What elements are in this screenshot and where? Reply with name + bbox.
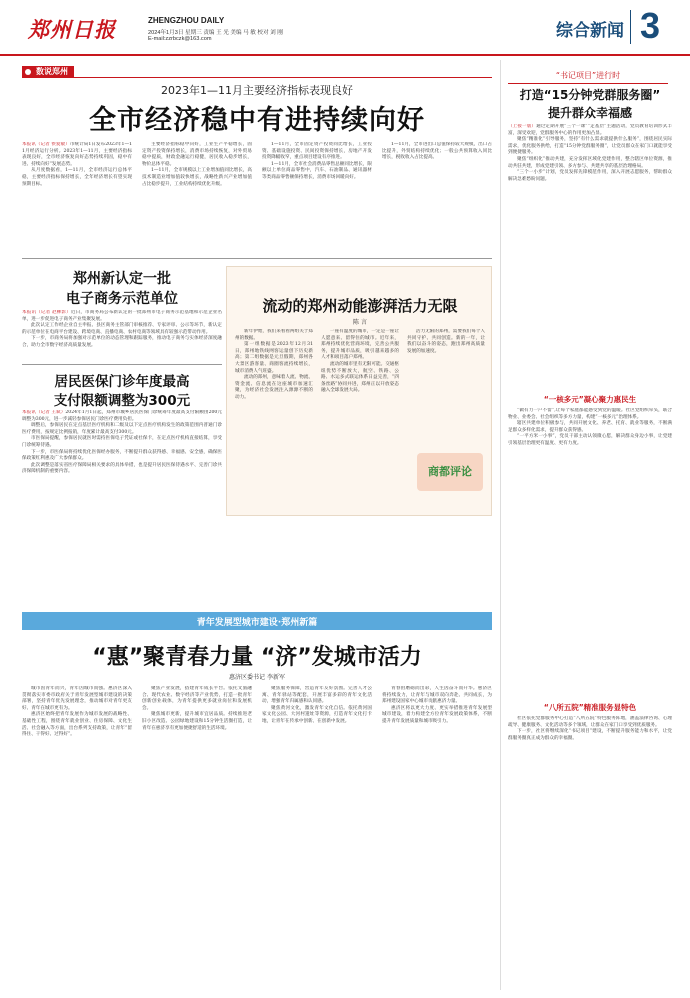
campaign-title-2: 提升群众幸福感	[547, 106, 632, 120]
campaign-subheading: “一核多元”凝心聚力惠民生	[543, 395, 637, 404]
lead-byline: 本报讯（记者 侯爱敏）	[22, 142, 70, 147]
lead-headline: 全市经济稳中有进持续向好	[89, 105, 425, 136]
lead-kicker: 2023年1—11月主要经济指标表现良好	[161, 84, 353, 97]
ecom-title-2: 电子商务示范单位	[66, 291, 178, 307]
tag-icon	[25, 69, 31, 75]
section-title: 综合新闻	[556, 21, 624, 41]
feature-body: 城市因青年而兴，青年因城市而强。惠济区深入贯彻落实市委市政府关于青年发展型城市建设的决策部署，坚持青年优先发展理念，推动城市对青年更友好、青年在城市更有为。 惠济区始终把青年发展作为城市发展的战略性、基础性工程，围绕青年就业创业、住房保障、文化生活、社会融入等方面，出台系列支持政策，让青年“留得住、干得好、过得好”。 聚焦产业发展，搭建青年成长平台。依托文旅融合、现代农业、数字经济等产业优势，打造一批青年创新创业载体，为青年提供更多就业岗位和发展机会。 聚焦城市更新，提升城市宜居品质。持续推进老旧小区改造、公园绿地建设和15分钟生活圈打造，让青年在惠济享有更加便捷舒适的生活环境。 聚焦服务保障，营造青年友好氛围。完善人才公寓、青年驿站等配套，开展丰富多彩的青年文化活动，增强青年归属感和认同感。 聚焦黄河文化，激发青年文化自信。依托黄河国家文化公园、大河村遗址等资源，打造青年文化打卡地，让青年在传承中创新、在创新中发展。 青春由磨砺而出彩，人生因奋斗而升华。惠济区将持续发力，让青年与城市双向奔赴、共同成长，为郑州建设国家中心城市贡献惠济力量。 惠济区将以更大力度、更实举措推进青年发展型城市建设，着力构建全方位青年发展政策体系，不断提升青年发展质量和城市吸引力。	[22, 686, 492, 738]
masthead	[0, 0, 690, 58]
feature-byline: 惠济区委书记 李新军	[229, 674, 285, 681]
feature-banner-label: 青年发展型城市建设·郑州新篇	[196, 618, 318, 628]
campaign-sub-body: “做有力一户不留”,让每个家庭都能感受到党的温暖。社区党组织牵头，联合物业、业委会、社会组织等多方力量，构建“一核多元”治理体系。 辖区共建单位积极参与，共同开展文化、养老、托育、就业等服务，不断满足群众多样化需求，提升群众获得感。 “一平方米一小事”，党员干部主动认领微心愿，解决群众身边小事，让党建引领基层治理更有温度、更有力度。	[508, 408, 672, 446]
campaign-subheading-2: “八所五院”精准服务显特色	[543, 703, 637, 712]
tag-bar	[22, 66, 492, 78]
commentary-author: 陈 言	[353, 319, 367, 326]
campaign-body: （上接一版）通过定期开展“三个一课”“走基层”主题活动，党员教育培训形式丰富，深受欢迎，党群服务中心的作用更加凸显。 聚焦“精准化”引导服务，坚持“有什么需求就提供什么服务”，围绕居民实际需求，优化服务供给，打造“15分钟党群服务圈”，让党员群众在家门口就能享受到便捷服务。 聚焦“组织化”推动共建，充分发挥区域化党建作用，整合辖区单位资源，推动共驻共建，形成党建引领、多方参与、共建共享的基层治理格局。 “三个一小步”计划，党员发挥先锋模范作用，深入开展志愿服务，帮助群众解决急难愁盼问题。	[508, 124, 672, 182]
medical-title-2: 支付限额调整为300元	[53, 393, 191, 409]
medical-title-1: 居民医保门诊年度最高	[54, 374, 190, 390]
tag-label: 数说郑州	[22, 66, 74, 78]
commentary-box: 流动的郑州动能澎湃活力无限 陈 言 新年伊始，我们来看看两组关于郑州的数据。 第一组数据是2023年12月31日，郑州地铁线网客运量创下历史新高；第二组数据是元旦假期，郑州各大景区游客量、商圈客流持续增长，城市消费人气旺盛。 流动的郑州，意味着人流、物流、资金流、信息流在这座城市加速汇聚，为经济社会发展注入源源不断的动力。 一座有温度的城市，一定是一座让人愿意来、留得住的城市。近年来，郑州持续优化营商环境，完善公共服务，提升城市品质，吸引越来越多的人才和项目落户郑州。 流动的城市里有无限可能。交通枢纽优势不断放大，航空、铁路、公路、水运多式联运体系日益完善，“四条丝路”协同并进，郑州正以开放姿态融入全球发展大局。 活力无限的郑州，需要我们每个人共同守护、共同创造。新的一年，让我们以奋斗的姿态，跑出郑州高质量发展的加速度。 商都评论	[226, 266, 492, 516]
feature-title: “惠”聚青春力量 “济”发城市活力	[92, 645, 422, 670]
ecom-body: 本报讯（记者 赵柳影）近日，市商务局公布新认定的一批郑州市电子商务示范基地和示范企业名单，进一步促进电子商务产业集聚发展。 此次认定工作经企业自主申报、县区商务主管部门审核推荐、专家评审、公示等环节，新认定的示范单位在电商平台建设、跨境电商、直播电商、农村电商等领域具有较强示范带动作用。 下一步，市商务局将加强对示范单位的动态管理和跟踪服务，推动电子商务与实体经济深度融合，助力全市数字经济高质量发展。	[22, 310, 222, 348]
commentary-seal	[417, 453, 483, 491]
date-line: 2024年1月3日 星期三 责编 王 光 美编 马 敏 校对 刘 刚	[148, 30, 283, 36]
campaign-sub-body-2: 社区依托党群服务中心打造“八所五院”特色服务阵地，涵盖法律咨询、心理疏导、健康服务、文化活动等多个领域，让群众在家门口享受到优质服务。 下一步，社区将继续深化“书记项目”建设，不断提升服务能力和水平，让党群服务圈真正成为群众的幸福圈。	[508, 716, 672, 741]
newspaper-name-en: ZHENGZHOU DAILY	[148, 16, 225, 25]
feature-banner	[22, 612, 492, 630]
commentary-seal-label: 商都评论	[428, 465, 472, 478]
commentary-title: 流动的郑州动能澎湃活力无限	[262, 297, 458, 315]
ecom-title-1: 郑州新认定一批	[73, 271, 171, 287]
campaign-title-1: 打造“15分钟党群服务圈”	[519, 88, 661, 102]
page-number: 3	[640, 5, 661, 46]
medical-body: 本报讯（记者 王斌）2024年1月1日起，郑州市城乡居民医保门诊统筹年度最高支付限额由200元调整为300元，进一步减轻参保居民门诊医疗费用负担。 调整后，参保居民在定点基层医疗机构和二级及以下定点医疗机构发生的政策范围内普通门诊医疗费用，按规定比例报销，年度累计最高支付300元。 市医保局提醒，参保居民就医时需持医保电子凭证或社保卡，在定点医疗机构直接结算，享受门诊统筹待遇。 下一步，市医保局将持续优化医保经办服务，不断提升群众获得感、幸福感、安全感，确保医保政策红利惠及广大参保群众。 此次调整是落实省医疗保障局相关要求的具体举措，也是提升居民医保待遇水平、完善门诊共济保障机制的重要内容。	[22, 410, 222, 475]
campaign-banner: “书记项目”进行时	[508, 70, 668, 84]
newspaper-logo: 郑州日报	[28, 17, 116, 42]
lead-body: 本报讯（记者 侯爱敏）市统计局1日发布2023年1—11月经济运行分析。2023年1—11月，主要经济指标表现良好，全市经济恢复向好态势持续巩固，稳中有进、持续向好“发展态势。 从月度数据看，1—11月，全市经济运行总体平稳，主要经济指标保持增长，全年经济增长有望实现预期目标。 主要经济指标稳中向好，工业生产平稳增长，固定资产投资保持增长，消费市场持续恢复，对外贸易稳中提质，财政金融运行稳健，居民收入稳步增长，物价总体平稳。 1—11月，全市规模以上工业增加值同比增长，高技术制造业增加值较快增长，战略性新兴产业增加值占比稳步提升，工业结构持续优化升级。 1—11月，全市固定资产投资同比增长，工业投资、基础设施投资、民间投资保持增长，房地产开发投资降幅收窄，重点项目建设有序推进。 1—11月，全市社会消费品零售总额同比增长，限额以上单位商品零售中，汽车、石油制品、通讯器材等类商品零售额保持增长，消费市场回暖向好。 1—11月，全市进出口总值保持较大规模，出口占比提升，外贸结构持续优化；一般公共预算收入同比增长，税收收入占比提高。	[22, 142, 492, 187]
email-line: E-mail:zzrbczk@163.com	[148, 36, 212, 42]
